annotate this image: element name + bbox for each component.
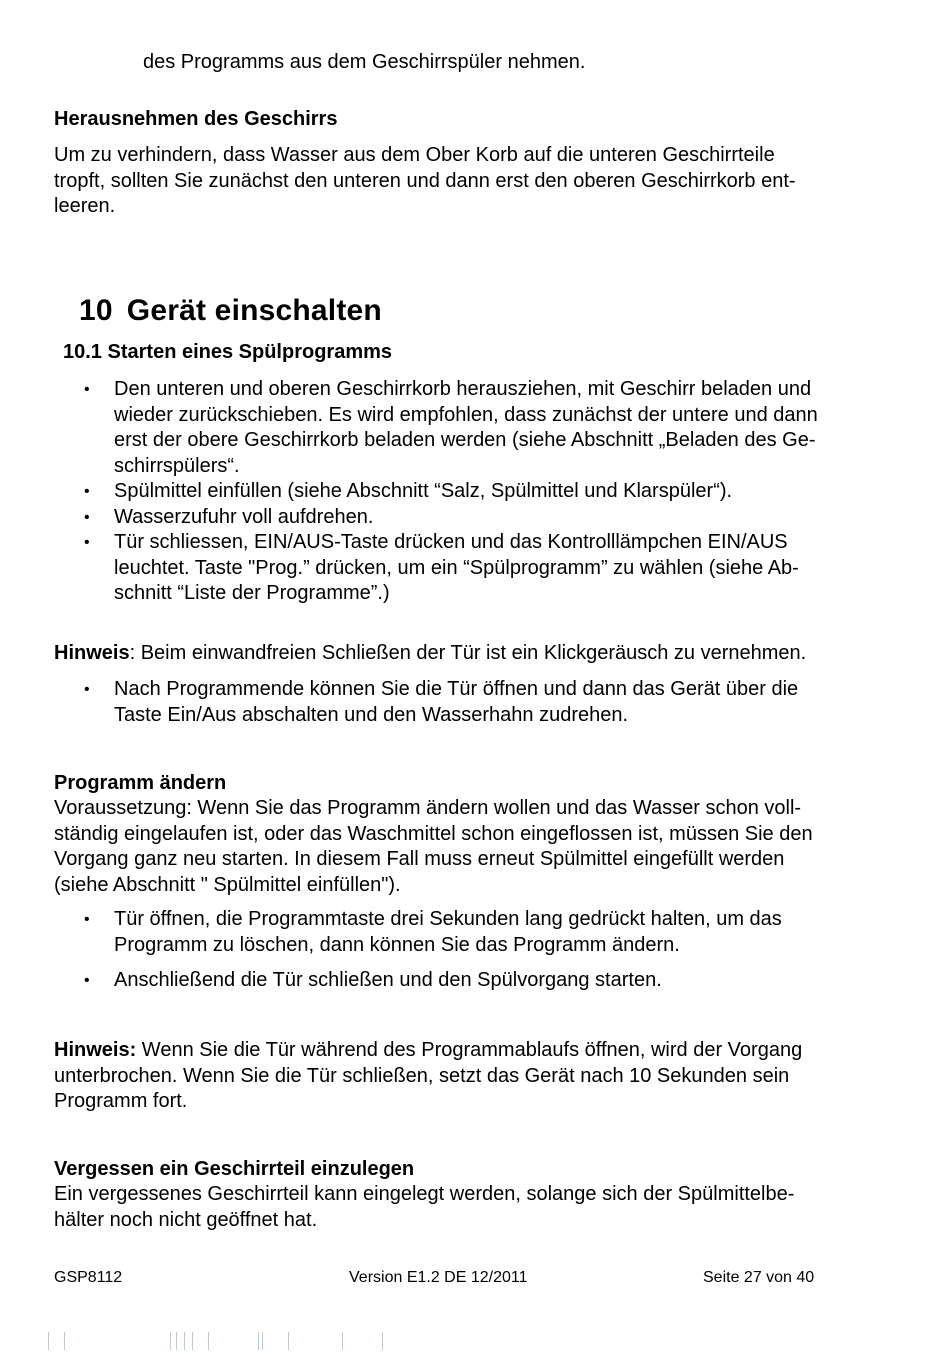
list-item xyxy=(80,677,880,728)
footer-model: GSP8112 xyxy=(54,1269,123,1286)
list-item-line: Tür schliessen, EIN/AUS-Taste drücken und das Kontrolllämpchen EIN/AUS xyxy=(114,531,788,553)
list-item-line: Anschließend die Tür schließen und den Spülvorgang starten. xyxy=(114,969,662,991)
list-item-line: Wasserzufuhr voll aufdrehen. xyxy=(114,505,374,528)
subsection-title: Starten eines Spülprogramms xyxy=(107,341,393,363)
note-text: : Beim einwandfreien Schließen der Tür ist ein Klickgeräusch zu vernehmen. xyxy=(129,642,807,664)
list-item-line: Spülmittel einfüllen (siehe Abschnitt “Salz, Spülmittel und Klarspüler“). xyxy=(114,480,733,502)
forgot-line: hälter noch nicht geöffnet hat. xyxy=(54,1208,318,1231)
list-item-line: leuchtet. Taste "Prog.” drücken, um ein “Spülprogramm” zu wählen (siehe Ab- xyxy=(114,556,799,579)
list-item-line: Programm zu löschen, dann können Sie das Programm ändern. xyxy=(114,933,680,956)
intro-line: des Programms aus dem Geschirrspüler nehmen. xyxy=(143,51,586,73)
start-steps-list xyxy=(80,377,880,607)
list-item xyxy=(80,377,880,479)
note-line: unterbrochen. Wenn Sie die Tür schließen, setzt das Gerät nach 10 Sekunden sein xyxy=(54,1064,790,1087)
list-item-line: Nach Programmende können Sie die Tür öffnen und dann das Gerät über die xyxy=(114,678,799,700)
change-steps-list xyxy=(80,907,880,994)
change-line: ständig eingelaufen ist, oder das Waschmittel schon eingeflossen ist, müssen Sie den xyxy=(54,822,813,845)
list-item xyxy=(80,907,880,958)
list-item-line: wieder zurückschieben. Es wird empfohlen, dass zunächst der untere und dann xyxy=(114,403,818,426)
note-1 xyxy=(54,641,806,667)
change-line: Vorgang ganz neu starten. In diesem Fall muss erneut Spülmittel eingefüllt werden xyxy=(54,848,785,870)
bullet-icon: • xyxy=(84,681,90,698)
section-heading xyxy=(79,294,382,328)
bullet-icon: • xyxy=(84,534,90,551)
list-item xyxy=(80,479,880,505)
forgot-paragraph xyxy=(54,1182,914,1233)
note-label: Hinweis xyxy=(54,642,130,664)
subsection-number: 10.1 xyxy=(63,341,102,363)
list-item xyxy=(80,505,880,531)
end-steps-list xyxy=(80,677,880,728)
footer-page-number: Seite 27 von 40 xyxy=(703,1269,815,1286)
unload-line: leeren. xyxy=(54,195,116,217)
forgot-heading: Vergessen ein Geschirrteil einzulegen xyxy=(54,1158,415,1180)
note-line: Wenn Sie die Tür während des Programmablaufs öffnen, wird der Vorgang xyxy=(136,1039,803,1061)
section-number: 10 xyxy=(79,294,113,327)
unload-paragraph xyxy=(54,143,894,220)
bullet-icon: • xyxy=(84,381,90,398)
footer-version: Version E1.2 DE 12/2011 xyxy=(349,1269,528,1286)
list-item xyxy=(80,530,880,607)
list-item-line: Taste Ein/Aus abschalten und den Wasserhahn zudrehen. xyxy=(114,703,629,726)
change-heading: Programm ändern xyxy=(54,772,227,794)
bullet-icon: • xyxy=(84,483,90,500)
bullet-icon: • xyxy=(84,972,90,989)
list-item-line: schnitt “Liste der Programme”.) xyxy=(114,582,390,604)
unload-heading: Herausnehmen des Geschirrs xyxy=(54,108,338,130)
forgot-line: Ein vergessenes Geschirrteil kann eingelegt werden, solange sich der Spülmittelbe- xyxy=(54,1183,795,1205)
section-title: Gerät einschalten xyxy=(126,294,382,327)
bullet-icon: • xyxy=(84,911,90,928)
change-paragraph xyxy=(54,796,914,898)
list-item-line: erst der obere Geschirrkorb beladen werden (siehe Abschnitt „Beladen des Ge- xyxy=(114,429,816,451)
list-item xyxy=(80,968,880,994)
note-line: Programm fort. xyxy=(54,1090,188,1112)
note-2 xyxy=(54,1038,914,1115)
subsection-heading xyxy=(63,341,392,364)
change-line: (siehe Abschnitt " Spülmittel einfüllen"). xyxy=(54,873,401,896)
unload-line: tropft, sollten Sie zunächst den unteren und dann erst den oberen Geschirrkorb ent- xyxy=(54,169,796,192)
note-label: Hinweis: xyxy=(54,1039,137,1061)
list-item-line: Tür öffnen, die Programmtaste drei Sekunden lang gedrückt halten, um das xyxy=(114,908,782,930)
bullet-icon: • xyxy=(84,508,90,526)
list-item-line: schirrspülers“. xyxy=(114,454,240,477)
scan-artifacts xyxy=(0,1328,950,1354)
list-item-line: Den unteren und oberen Geschirrkorb herausziehen, mit Geschirr beladen und xyxy=(114,378,812,400)
unload-line: Um zu verhindern, dass Wasser aus dem Ober Korb auf die unteren Geschirrteile xyxy=(54,144,775,166)
change-line: Voraussetzung: Wenn Sie das Programm ändern wollen und das Wasser schon voll- xyxy=(54,797,802,819)
